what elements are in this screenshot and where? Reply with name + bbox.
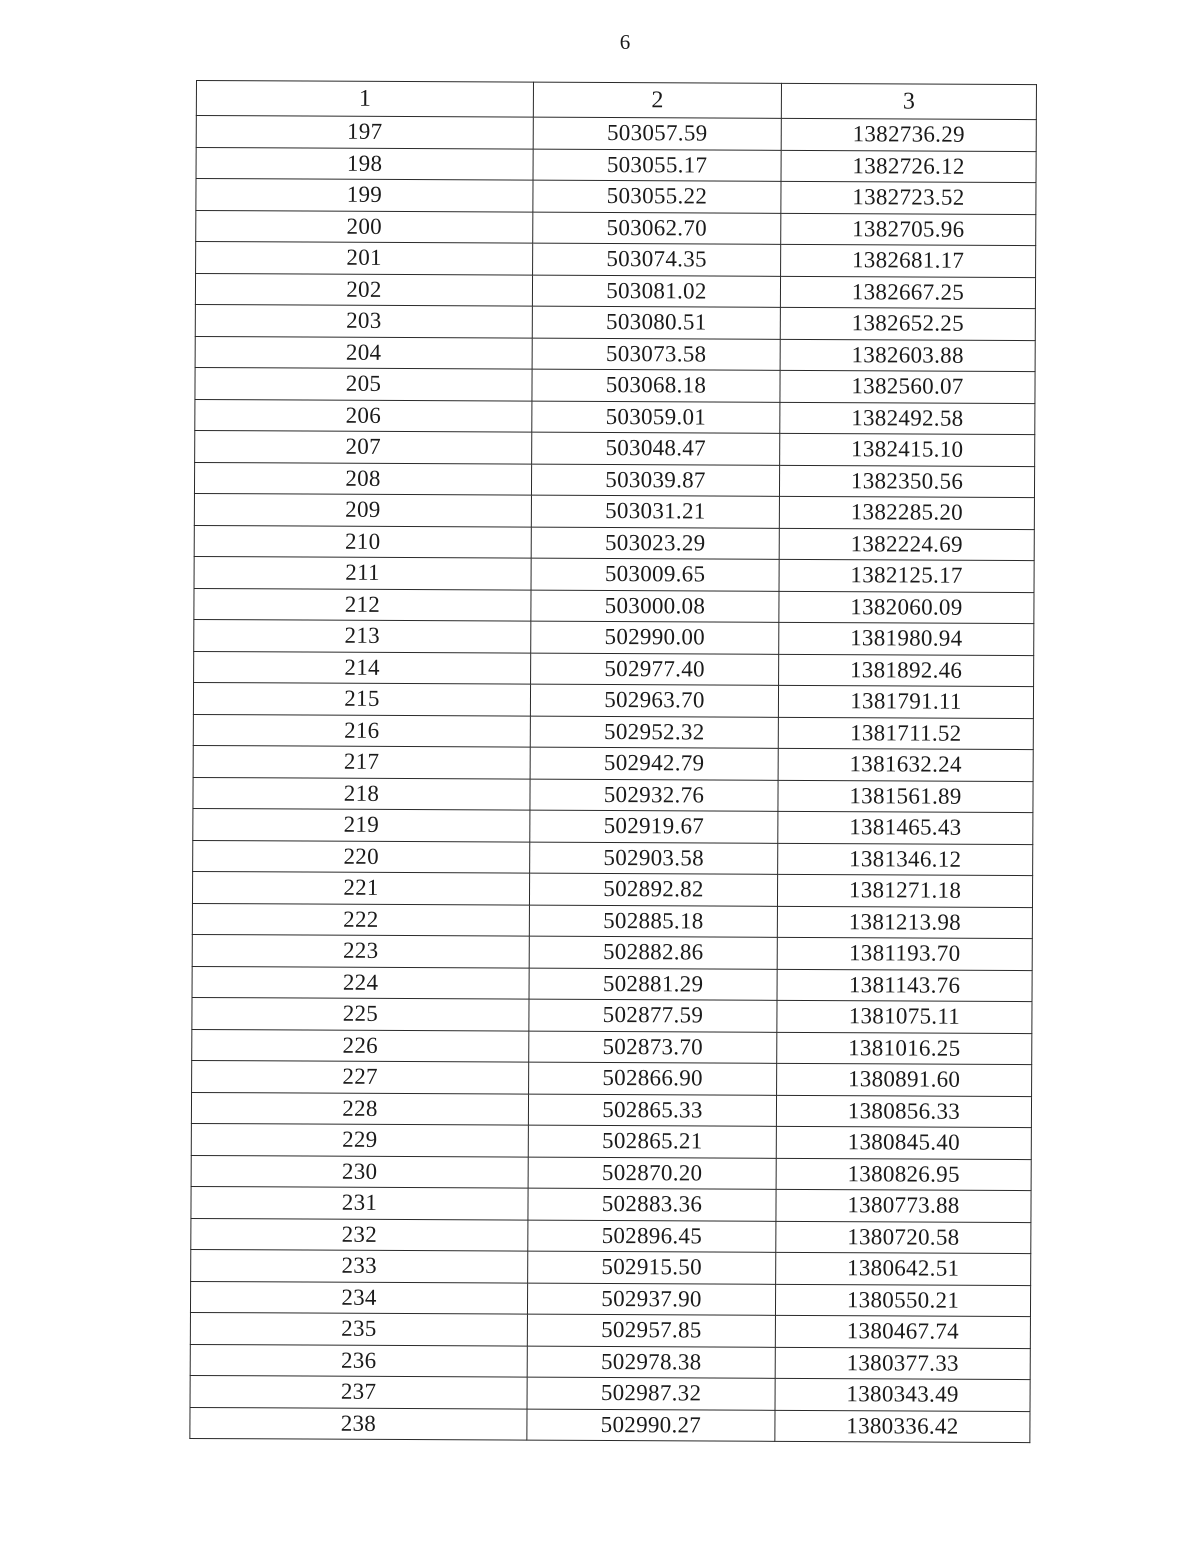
- table-row: [195, 304, 1035, 340]
- point-number-cell: 204: [195, 336, 532, 369]
- point-number-cell: 219: [193, 808, 530, 841]
- y-coordinate-cell: 1382667.25: [780, 276, 1035, 309]
- y-coordinate-cell: 1380826.95: [776, 1158, 1031, 1191]
- y-coordinate-cell: 1382492.58: [780, 402, 1035, 435]
- column-header-3: 3: [781, 83, 1036, 119]
- point-number-cell: 225: [192, 997, 529, 1030]
- x-coordinate-cell: 503031.21: [531, 495, 779, 528]
- y-coordinate-cell: 1381346.12: [778, 843, 1033, 876]
- x-coordinate-cell: 502990.00: [531, 621, 779, 654]
- y-coordinate-cell: 1381791.11: [778, 685, 1033, 718]
- x-coordinate-cell: 502987.32: [527, 1377, 775, 1410]
- y-coordinate-cell: 1381980.94: [779, 622, 1034, 655]
- x-coordinate-cell: 502883.36: [528, 1188, 776, 1221]
- table-row: [196, 147, 1036, 183]
- point-number-cell: 212: [194, 588, 531, 621]
- point-number-cell: 221: [192, 871, 529, 904]
- y-coordinate-cell: 1382681.17: [781, 244, 1036, 277]
- table-header: [196, 81, 1036, 120]
- table-row: [190, 1344, 1030, 1380]
- point-number-cell: 216: [193, 714, 530, 747]
- x-coordinate-cell: 503057.59: [533, 117, 781, 150]
- table-row: [193, 808, 1033, 844]
- table-row: [196, 210, 1036, 246]
- y-coordinate-cell: 1380773.88: [776, 1189, 1031, 1222]
- table-row: [194, 525, 1034, 561]
- y-coordinate-cell: 1382560.07: [780, 370, 1035, 403]
- point-number-cell: 206: [195, 399, 532, 432]
- table-row: [194, 651, 1034, 687]
- point-number-cell: 236: [190, 1344, 527, 1377]
- point-number-cell: 198: [196, 147, 533, 180]
- point-number-cell: 229: [191, 1123, 528, 1156]
- x-coordinate-cell: 503000.08: [531, 590, 779, 623]
- y-coordinate-cell: 1382705.96: [781, 213, 1036, 246]
- x-coordinate-cell: 502882.86: [529, 936, 777, 969]
- x-coordinate-cell: 502903.58: [530, 842, 778, 875]
- table-row: [190, 1312, 1030, 1348]
- table-row: [192, 1060, 1032, 1096]
- point-number-cell: 222: [192, 903, 529, 936]
- table-row: [194, 619, 1034, 655]
- table-row: [196, 116, 1036, 152]
- table-row: [193, 682, 1033, 718]
- y-coordinate-cell: 1380856.33: [776, 1095, 1031, 1128]
- table-row: [195, 399, 1035, 435]
- x-coordinate-cell: 502915.50: [528, 1251, 776, 1284]
- point-number-cell: 201: [196, 242, 533, 275]
- x-coordinate-cell: 503081.02: [532, 275, 780, 308]
- x-coordinate-cell: 503073.58: [532, 338, 780, 371]
- y-coordinate-cell: 1382603.88: [780, 339, 1035, 372]
- x-coordinate-cell: 503048.47: [532, 432, 780, 465]
- x-coordinate-cell: 503009.65: [531, 558, 779, 591]
- x-coordinate-cell: 503062.70: [533, 212, 781, 245]
- y-coordinate-cell: 1381561.89: [778, 780, 1033, 813]
- y-coordinate-cell: 1381193.70: [777, 937, 1032, 970]
- point-number-cell: 197: [196, 116, 533, 149]
- point-number-cell: 230: [191, 1155, 528, 1188]
- x-coordinate-cell: 502870.20: [528, 1157, 776, 1190]
- y-coordinate-cell: 1382060.09: [779, 591, 1034, 624]
- y-coordinate-cell: 1382224.69: [779, 528, 1034, 561]
- y-coordinate-cell: 1381271.18: [777, 874, 1032, 907]
- table-row: [196, 179, 1036, 215]
- x-coordinate-cell: 502877.59: [529, 999, 777, 1032]
- point-number-cell: 203: [195, 304, 532, 337]
- y-coordinate-cell: 1382652.25: [780, 307, 1035, 340]
- x-coordinate-cell: 502937.90: [527, 1283, 775, 1316]
- y-coordinate-cell: 1380720.58: [776, 1221, 1031, 1254]
- point-number-cell: 228: [191, 1092, 528, 1125]
- x-coordinate-cell: 502952.32: [530, 716, 778, 749]
- x-coordinate-cell: 503055.22: [533, 180, 781, 213]
- x-coordinate-cell: 502892.82: [529, 873, 777, 906]
- point-number-cell: 209: [194, 493, 531, 526]
- point-number-cell: 238: [190, 1407, 527, 1440]
- point-number-cell: 211: [194, 556, 531, 589]
- y-coordinate-cell: 1382736.29: [781, 118, 1036, 151]
- point-number-cell: 235: [190, 1312, 527, 1345]
- table-row: [193, 745, 1033, 781]
- x-coordinate-cell: 502885.18: [529, 905, 777, 938]
- table-row: [196, 242, 1036, 278]
- x-coordinate-cell: 502865.21: [528, 1125, 776, 1158]
- y-coordinate-cell: 1381213.98: [777, 906, 1032, 939]
- x-coordinate-cell: 502963.70: [530, 684, 778, 717]
- column-header-1: 1: [196, 81, 533, 118]
- point-number-cell: 205: [195, 367, 532, 400]
- y-coordinate-cell: 1382726.12: [781, 150, 1036, 183]
- table-row: [193, 714, 1033, 750]
- table-row: [195, 273, 1035, 309]
- page-number: 6: [619, 30, 631, 54]
- point-number-cell: 223: [192, 934, 529, 967]
- column-header-2: 2: [533, 82, 781, 118]
- point-number-cell: 214: [194, 651, 531, 684]
- point-number-cell: 207: [195, 430, 532, 463]
- x-coordinate-cell: 502990.27: [527, 1409, 775, 1442]
- y-coordinate-cell: 1380336.42: [775, 1410, 1030, 1443]
- table-row: [192, 997, 1032, 1033]
- y-coordinate-cell: 1382125.17: [779, 559, 1034, 592]
- point-number-cell: 220: [193, 840, 530, 873]
- coordinates-table-container: [189, 80, 1036, 1443]
- y-coordinate-cell: 1381892.46: [779, 654, 1034, 687]
- table-row: [195, 336, 1035, 372]
- table-row: [192, 903, 1032, 939]
- point-number-cell: 210: [194, 525, 531, 558]
- table-row: [194, 462, 1034, 498]
- y-coordinate-cell: 1380845.40: [776, 1126, 1031, 1159]
- y-coordinate-cell: 1380377.33: [775, 1347, 1030, 1380]
- table-row: [194, 493, 1034, 529]
- y-coordinate-cell: 1382723.52: [781, 181, 1036, 214]
- table-row: [194, 556, 1034, 592]
- point-number-cell: 231: [191, 1186, 528, 1219]
- point-number-cell: 237: [190, 1375, 527, 1408]
- point-number-cell: 200: [196, 210, 533, 243]
- y-coordinate-cell: 1382285.20: [779, 496, 1034, 529]
- table-row: [193, 777, 1033, 813]
- coordinates-table: [189, 80, 1037, 1443]
- x-coordinate-cell: 502932.76: [530, 779, 778, 812]
- point-number-cell: 199: [196, 179, 533, 212]
- point-number-cell: 217: [193, 745, 530, 778]
- y-coordinate-cell: 1381016.25: [777, 1032, 1032, 1065]
- x-coordinate-cell: 502896.45: [528, 1220, 776, 1253]
- table-row: [192, 966, 1032, 1002]
- x-coordinate-cell: 502881.29: [529, 968, 777, 1001]
- y-coordinate-cell: 1380343.49: [775, 1378, 1030, 1411]
- y-coordinate-cell: 1380642.51: [776, 1252, 1031, 1285]
- header-row: [196, 81, 1036, 120]
- y-coordinate-cell: 1380550.21: [775, 1284, 1030, 1317]
- table-row: [191, 1249, 1031, 1285]
- point-number-cell: 224: [192, 966, 529, 999]
- table-row: [191, 1218, 1031, 1254]
- y-coordinate-cell: 1380891.60: [777, 1063, 1032, 1096]
- x-coordinate-cell: 502977.40: [531, 653, 779, 686]
- table-row: [190, 1375, 1030, 1411]
- table-row: [192, 934, 1032, 970]
- point-number-cell: 232: [191, 1218, 528, 1251]
- point-number-cell: 227: [192, 1060, 529, 1093]
- y-coordinate-cell: 1381465.43: [778, 811, 1033, 844]
- x-coordinate-cell: 502865.33: [528, 1094, 776, 1127]
- y-coordinate-cell: 1382415.10: [780, 433, 1035, 466]
- x-coordinate-cell: 502942.79: [530, 747, 778, 780]
- table-row: [191, 1123, 1031, 1159]
- y-coordinate-cell: 1381711.52: [778, 717, 1033, 750]
- point-number-cell: 233: [191, 1249, 528, 1282]
- table-row: [194, 588, 1034, 624]
- table-row: [190, 1281, 1030, 1317]
- x-coordinate-cell: 503059.01: [532, 401, 780, 434]
- point-number-cell: 213: [194, 619, 531, 652]
- x-coordinate-cell: 503055.17: [533, 149, 781, 182]
- x-coordinate-cell: 502978.38: [527, 1346, 775, 1379]
- table-row: [190, 1407, 1030, 1443]
- table-row: [192, 1029, 1032, 1065]
- table-row: [192, 871, 1032, 907]
- point-number-cell: 234: [190, 1281, 527, 1314]
- x-coordinate-cell: 503080.51: [532, 306, 780, 339]
- y-coordinate-cell: 1381143.76: [777, 969, 1032, 1002]
- point-number-cell: 226: [192, 1029, 529, 1062]
- x-coordinate-cell: 502866.90: [529, 1062, 777, 1095]
- table-row: [191, 1092, 1031, 1128]
- point-number-cell: 215: [193, 682, 530, 715]
- table-row: [195, 367, 1035, 403]
- table-row: [191, 1155, 1031, 1191]
- table-body: [190, 116, 1036, 1443]
- y-coordinate-cell: 1381075.11: [777, 1000, 1032, 1033]
- x-coordinate-cell: 503074.35: [533, 243, 781, 276]
- x-coordinate-cell: 503068.18: [532, 369, 780, 402]
- x-coordinate-cell: 502873.70: [529, 1031, 777, 1064]
- x-coordinate-cell: 502957.85: [527, 1314, 775, 1347]
- table-row: [193, 840, 1033, 876]
- x-coordinate-cell: 503039.87: [531, 464, 779, 497]
- x-coordinate-cell: 503023.29: [531, 527, 779, 560]
- point-number-cell: 202: [195, 273, 532, 306]
- point-number-cell: 218: [193, 777, 530, 810]
- y-coordinate-cell: 1380467.74: [775, 1315, 1030, 1348]
- x-coordinate-cell: 502919.67: [530, 810, 778, 843]
- table-row: [195, 430, 1035, 466]
- point-number-cell: 208: [194, 462, 531, 495]
- y-coordinate-cell: 1381632.24: [778, 748, 1033, 781]
- table-row: [191, 1186, 1031, 1222]
- y-coordinate-cell: 1382350.56: [779, 465, 1034, 498]
